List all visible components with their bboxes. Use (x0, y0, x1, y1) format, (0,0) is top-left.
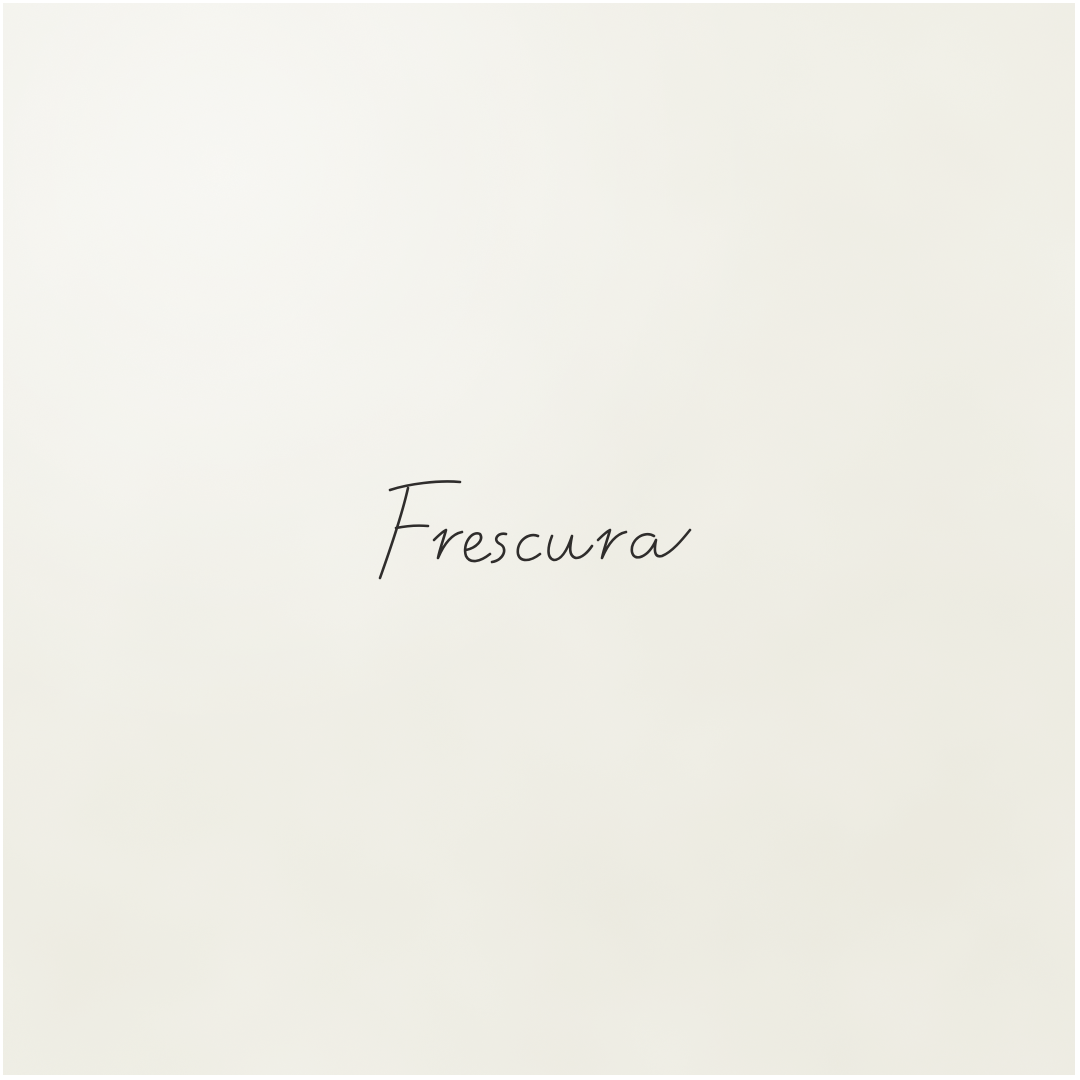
title-text (0, 0, 1, 1)
title-script-lettering (368, 470, 708, 590)
